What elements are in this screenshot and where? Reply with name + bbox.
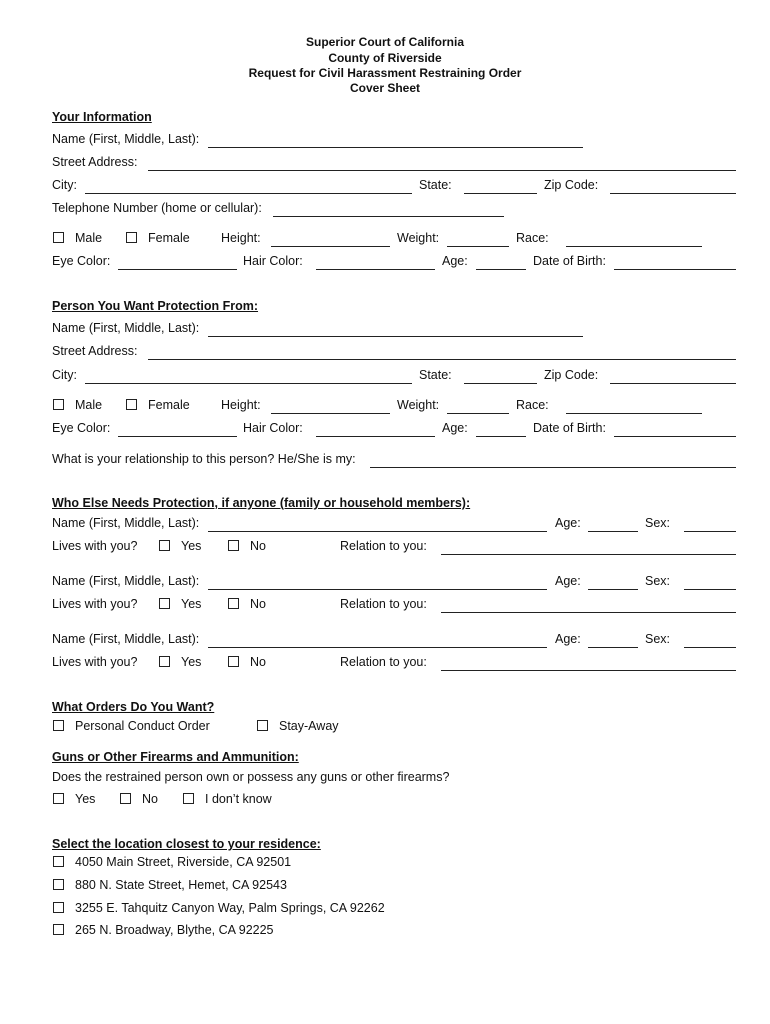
other-name-label: Name (First, Middle, Last):: [52, 574, 200, 588]
location-palm-springs-label: 3255 E. Tahquitz Canyon Way, Palm Springs, CA 92262: [75, 901, 385, 915]
personal-conduct-order-label: Personal Conduct Order: [75, 719, 210, 733]
relationship-label: What is your relationship to this person? He/She is my:: [52, 452, 356, 466]
your-zip-label: Zip Code:: [544, 178, 599, 192]
location-riverside-label: 4050 Main Street, Riverside, CA 92501: [75, 855, 292, 869]
location-blythe-checkbox[interactable]: [53, 924, 64, 935]
other-age-label: Age:: [555, 516, 581, 530]
your-eye-color-label: Eye Color:: [52, 254, 111, 268]
lives-with-you-no-label: No: [250, 539, 266, 553]
your-city-field[interactable]: [85, 193, 412, 194]
lives-with-you-label: Lives with you?: [52, 597, 138, 611]
respondent-street-field[interactable]: [148, 359, 736, 360]
other-sex-field[interactable]: [684, 647, 736, 648]
your-zip-field[interactable]: [610, 193, 736, 194]
respondent-dob-field[interactable]: [614, 436, 736, 437]
your-phone-label: Telephone Number (home or cellular):: [52, 201, 262, 215]
form-title: Request for Civil Harassment Restraining Order: [248, 66, 522, 80]
your-hair-color-field[interactable]: [316, 269, 435, 270]
respondent-male-checkbox[interactable]: [53, 399, 64, 410]
other-name-field[interactable]: [208, 589, 547, 590]
relation-to-you-field[interactable]: [441, 670, 736, 671]
lives-with-you-no-label: No: [250, 655, 266, 669]
your-weight-field[interactable]: [447, 246, 509, 247]
respondent-dob-label: Date of Birth:: [533, 421, 606, 435]
respondent-female-label: Female: [148, 398, 190, 412]
location-palm-springs-checkbox[interactable]: [53, 902, 64, 913]
your-age-field[interactable]: [476, 269, 526, 270]
respondent-zip-field[interactable]: [610, 383, 736, 384]
respondent-street-label: Street Address:: [52, 344, 138, 358]
respondent-eye-color-label: Eye Color:: [52, 421, 111, 435]
respondent-hair-color-field[interactable]: [316, 436, 435, 437]
respondent-state-field[interactable]: [464, 383, 537, 384]
respondent-city-field[interactable]: [85, 383, 412, 384]
firearms-heading: Guns or Other Firearms and Ammunition:: [52, 750, 299, 764]
other-age-field[interactable]: [588, 589, 638, 590]
firearms-no-label: No: [142, 792, 158, 806]
other-name-label: Name (First, Middle, Last):: [52, 632, 200, 646]
other-sex-field[interactable]: [684, 531, 736, 532]
other-age-label: Age:: [555, 632, 581, 646]
lives-with-you-label: Lives with you?: [52, 655, 138, 669]
form-subtitle: Cover Sheet: [349, 81, 421, 95]
lives-with-you-yes-label: Yes: [181, 655, 202, 669]
respondent-weight-label: Weight:: [397, 398, 440, 412]
other-sex-label: Sex:: [645, 516, 671, 530]
orders-heading: What Orders Do You Want?: [52, 700, 215, 714]
firearms-dont-know-checkbox[interactable]: [183, 793, 194, 804]
lives-with-you-no-checkbox[interactable]: [228, 540, 239, 551]
other-sex-field[interactable]: [684, 589, 736, 590]
respondent-eye-color-field[interactable]: [118, 436, 237, 437]
personal-conduct-order-checkbox[interactable]: [53, 720, 64, 731]
your-state-field[interactable]: [464, 193, 537, 194]
respondent-height-label: Height:: [221, 398, 261, 412]
other-name-label: Name (First, Middle, Last):: [52, 516, 200, 530]
your-dob-label: Date of Birth:: [533, 254, 606, 268]
court-name: Superior Court of California: [305, 35, 464, 49]
other-age-field[interactable]: [588, 647, 638, 648]
lives-with-you-no-checkbox[interactable]: [228, 598, 239, 609]
respondent-name-label: Name (First, Middle, Last):: [52, 321, 200, 335]
firearms-question: Does the restrained person own or possess any guns or other firearms?: [52, 770, 450, 784]
respondent-city-label: City:: [52, 368, 77, 382]
relation-to-you-label: Relation to you:: [340, 597, 427, 611]
location-riverside-checkbox[interactable]: [53, 856, 64, 867]
location-heading: Select the location closest to your residence:: [52, 837, 321, 851]
relation-to-you-label: Relation to you:: [340, 539, 427, 553]
your-weight-label: Weight:: [397, 231, 440, 245]
other-sex-label: Sex:: [645, 632, 671, 646]
firearms-dont-know-label: I don’t know: [205, 792, 272, 806]
firearms-no-checkbox[interactable]: [120, 793, 131, 804]
other-name-field[interactable]: [208, 531, 547, 532]
your-age-label: Age:: [442, 254, 468, 268]
respondent-name-field[interactable]: [208, 336, 583, 337]
your-height-field[interactable]: [271, 246, 390, 247]
respondent-hair-color-label: Hair Color:: [243, 421, 303, 435]
location-blythe-label: 265 N. Broadway, Blythe, CA 92225: [75, 923, 274, 937]
stay-away-label: Stay-Away: [279, 719, 339, 733]
protection-from-heading: Person You Want Protection From:: [52, 299, 259, 313]
respondent-state-label: State:: [419, 368, 452, 382]
your-information-heading: Your Information: [52, 110, 152, 124]
relation-to-you-field[interactable]: [441, 554, 736, 555]
respondent-race-label: Race:: [516, 398, 549, 412]
other-sex-label: Sex:: [645, 574, 671, 588]
respondent-male-label: Male: [75, 398, 103, 412]
firearms-yes-label: Yes: [75, 792, 96, 806]
your-state-label: State:: [419, 178, 452, 192]
lives-with-you-yes-label: Yes: [181, 539, 202, 553]
your-street-field[interactable]: [148, 170, 736, 171]
county-name: County of Riverside: [328, 51, 442, 65]
lives-with-you-label: Lives with you?: [52, 539, 138, 553]
location-hemet-label: 880 N. State Street, Hemet, CA 92543: [75, 878, 287, 892]
your-female-checkbox[interactable]: [126, 232, 137, 243]
your-race-label: Race:: [516, 231, 549, 245]
lives-with-you-no-checkbox[interactable]: [228, 656, 239, 667]
your-male-checkbox[interactable]: [53, 232, 64, 243]
respondent-height-field[interactable]: [271, 413, 390, 414]
firearms-yes-checkbox[interactable]: [53, 793, 64, 804]
lives-with-you-yes-checkbox[interactable]: [159, 656, 170, 667]
your-female-label: Female: [148, 231, 190, 245]
other-name-field[interactable]: [208, 647, 547, 648]
respondent-race-field[interactable]: [566, 413, 702, 414]
other-age-label: Age:: [555, 574, 581, 588]
lives-with-you-no-label: No: [250, 597, 266, 611]
your-race-field[interactable]: [566, 246, 702, 247]
your-height-label: Height:: [221, 231, 261, 245]
respondent-zip-label: Zip Code:: [544, 368, 599, 382]
lives-with-you-yes-label: Yes: [181, 597, 202, 611]
lives-with-you-yes-checkbox[interactable]: [159, 540, 170, 551]
other-age-field[interactable]: [588, 531, 638, 532]
your-eye-color-field[interactable]: [118, 269, 237, 270]
your-phone-field[interactable]: [273, 216, 504, 217]
your-dob-field[interactable]: [614, 269, 736, 270]
your-hair-color-label: Hair Color:: [243, 254, 303, 268]
your-name-field[interactable]: [208, 147, 583, 148]
your-male-label: Male: [75, 231, 103, 245]
relation-to-you-field[interactable]: [441, 612, 736, 613]
your-street-label: Street Address:: [52, 155, 138, 169]
location-hemet-checkbox[interactable]: [53, 879, 64, 890]
lives-with-you-yes-checkbox[interactable]: [159, 598, 170, 609]
your-name-label: Name (First, Middle, Last):: [52, 132, 200, 146]
respondent-age-field[interactable]: [476, 436, 526, 437]
respondent-age-label: Age:: [442, 421, 468, 435]
others-protection-heading: Who Else Needs Protection, if anyone (family or household members):: [52, 496, 471, 510]
relationship-field[interactable]: [370, 467, 736, 468]
relation-to-you-label: Relation to you:: [340, 655, 427, 669]
stay-away-checkbox[interactable]: [257, 720, 268, 731]
respondent-weight-field[interactable]: [447, 413, 509, 414]
respondent-female-checkbox[interactable]: [126, 399, 137, 410]
your-city-label: City:: [52, 178, 77, 192]
